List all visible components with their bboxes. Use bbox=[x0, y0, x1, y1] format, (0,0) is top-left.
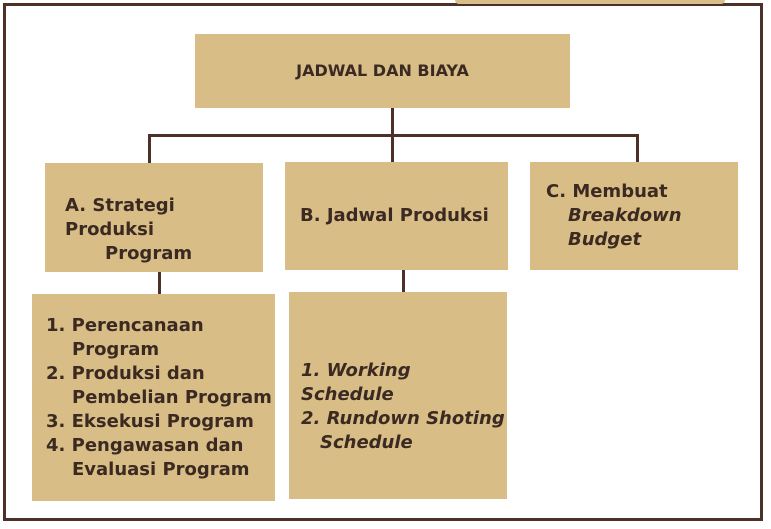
list-item-line2: Pembelian Program bbox=[72, 387, 272, 408]
branch-c-label-line3: Budget bbox=[568, 229, 642, 250]
list-item-line2: Program bbox=[72, 339, 160, 360]
branch-a-label-line1: A. Strategi Produksi bbox=[65, 195, 175, 240]
list-item-line1: 2. Produksi dan bbox=[46, 363, 205, 384]
branch-b-list bbox=[289, 292, 507, 499]
list-item bbox=[46, 314, 275, 362]
branch-b-node bbox=[285, 162, 508, 270]
list-item bbox=[301, 407, 507, 455]
list-item-line1: 1. Working Schedule bbox=[301, 360, 411, 405]
connector-to-a bbox=[148, 134, 151, 163]
branch-a-node bbox=[45, 163, 263, 272]
list-item-line1: 3. Eksekusi Program bbox=[46, 411, 254, 432]
branch-a-list bbox=[32, 294, 275, 501]
connector-to-c bbox=[636, 134, 639, 162]
branch-c-label-line1: C. Membuat bbox=[546, 181, 668, 202]
list-item-line1: 2. Rundown Shoting bbox=[301, 408, 505, 429]
connector-a-to-list bbox=[158, 272, 161, 294]
list-item-line1: 1. Perencanaan bbox=[46, 315, 204, 336]
connector-root-down bbox=[391, 108, 394, 135]
top-decoration bbox=[455, 0, 725, 4]
branch-a-label-line2: Program bbox=[105, 243, 193, 264]
connector-b-to-list bbox=[402, 270, 405, 292]
branch-c-node bbox=[530, 162, 738, 270]
branch-c-label-line2: Breakdown bbox=[568, 205, 682, 226]
connector-to-b bbox=[391, 134, 394, 162]
list-item-line2: Evaluasi Program bbox=[72, 459, 250, 480]
list-item-line1: 4. Pengawasan dan bbox=[46, 435, 244, 456]
root-node bbox=[195, 34, 570, 108]
list-item bbox=[301, 359, 507, 407]
list-item bbox=[46, 362, 275, 410]
root-title: JADWAL DAN BIAYA bbox=[296, 61, 469, 80]
branch-b-label: B. Jadwal Produksi bbox=[300, 205, 489, 226]
list-item bbox=[46, 410, 275, 434]
list-item bbox=[46, 434, 275, 482]
list-item-line2: Schedule bbox=[320, 432, 413, 453]
